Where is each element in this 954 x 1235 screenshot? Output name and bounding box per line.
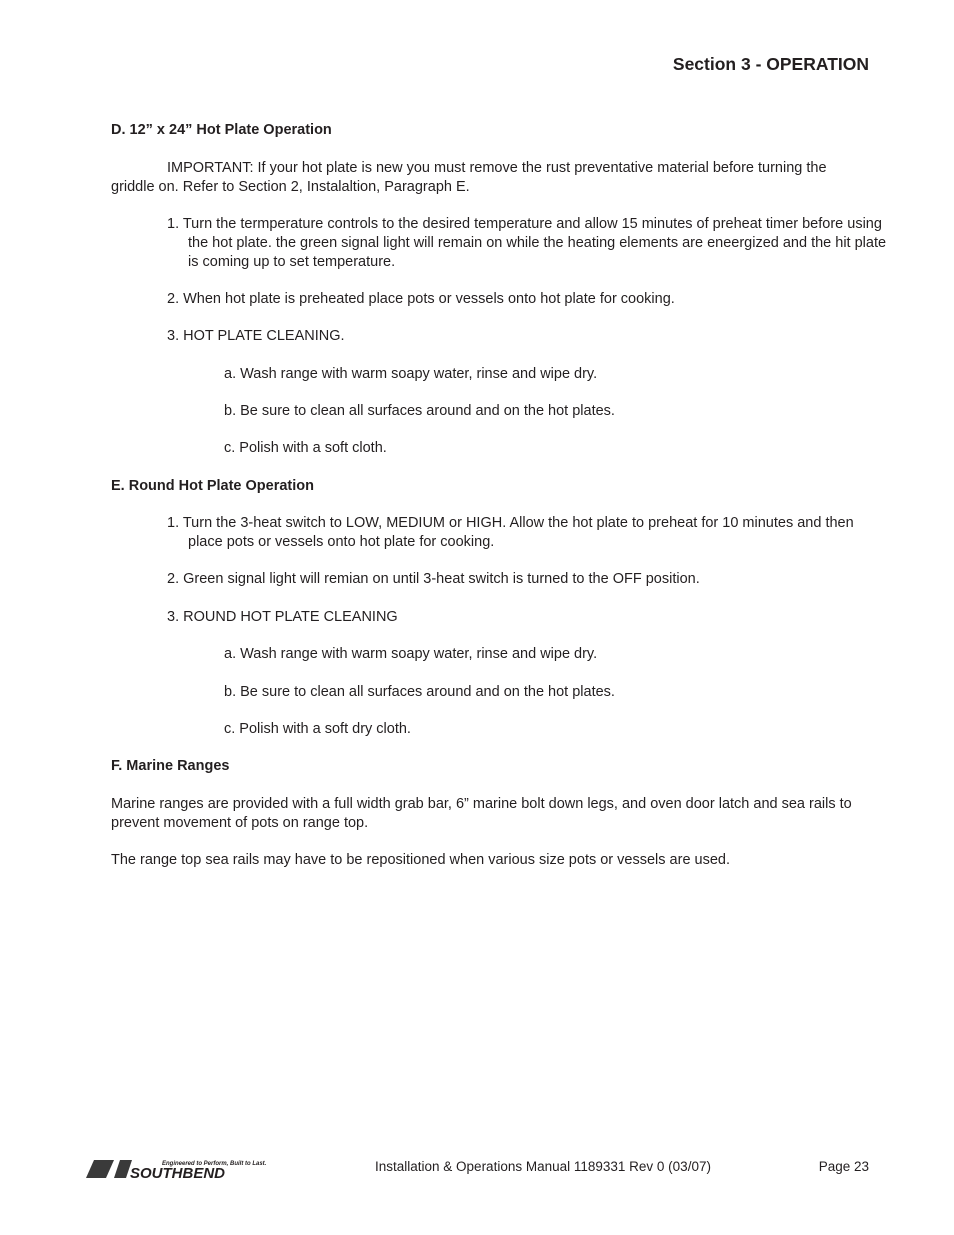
section-title: Section 3 - OPERATION bbox=[672, 54, 869, 74]
section-d-sub-a: a. Wash range with warm soapy water, rinse and wipe dry. bbox=[224, 366, 598, 382]
section-d-item-3: 3. HOT PLATE CLEANING. bbox=[167, 328, 345, 344]
section-e-sub-b: b. Be sure to clean all surfaces around and on the hot plates. bbox=[224, 684, 615, 700]
section-e-sub-a: a. Wash range with warm soapy water, rinse and wipe dry. bbox=[224, 646, 598, 662]
section-e-heading: E. Round Hot Plate Operation bbox=[111, 478, 315, 494]
manual-reference: Installation & Operations Manual 1189331 Rev 0 (03/07) bbox=[375, 1159, 711, 1174]
section-e-item-3: 3. ROUND HOT PLATE CLEANING bbox=[167, 609, 398, 625]
section-f-heading: F. Marine Ranges bbox=[111, 758, 230, 774]
southbend-logo bbox=[84, 1154, 284, 1182]
section-d-heading: D. 12” x 24” Hot Plate Operation bbox=[111, 122, 332, 138]
section-d-item-1: 1. Turn the termperature controls to the desired temperature and allow 15 minutes of preheat timer before using the hot plate. the green signal light will remain on while the heating elements are eneergized and the hit plate is coming up to set temperature. bbox=[167, 216, 887, 270]
section-e-sub-c: c. Polish with a soft dry cloth. bbox=[224, 721, 411, 737]
section-d-sub-c: c. Polish with a soft cloth. bbox=[224, 440, 387, 456]
logo-brand: SOUTHBEND bbox=[130, 1165, 226, 1182]
page-number: Page 23 bbox=[818, 1159, 869, 1174]
section-d-sub-b: b. Be sure to clean all surfaces around and on the hot plates. bbox=[224, 403, 615, 419]
section-e-item-2: 2. Green signal light will remian on until 3-heat switch is turned to the OFF position. bbox=[167, 571, 700, 587]
logo-tagline: Engineered to Perform, Built to Last. bbox=[162, 1161, 267, 1167]
section-d-item-2: 2. When hot plate is preheated place pots or vessels onto hot plate for cooking. bbox=[167, 291, 675, 307]
important-note: IMPORTANT: If your hot plate is new you must remove the rust preventative material before turning the griddle on. Refer to Section 2, Instalaltion, Paragraph E. bbox=[111, 160, 827, 195]
section-e-item-1: 1. Turn the 3-heat switch to LOW, MEDIUM or HIGH. Allow the hot plate to preheat for 10 minutes and then place pots or vessels onto hot plate for cooking. bbox=[167, 515, 854, 550]
section-f-paragraph-2: The range top sea rails may have to be repositioned when various size pots or vessels are used. bbox=[111, 852, 731, 868]
section-f-paragraph-1: Marine ranges are provided with a full width grab bar, 6” marine bolt down legs, and oven door latch and sea rails to prevent movement of pots on range top. bbox=[111, 796, 852, 831]
